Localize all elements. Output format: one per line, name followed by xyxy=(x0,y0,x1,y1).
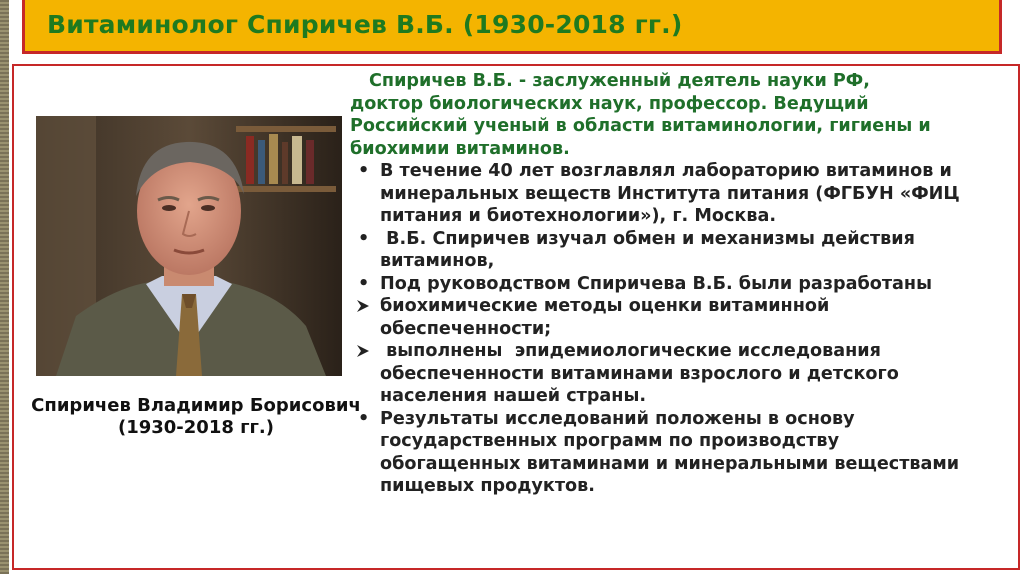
bullet-marker: • xyxy=(358,161,370,181)
list-item xyxy=(350,228,1010,273)
list-item-line: витаминов, xyxy=(380,251,495,271)
bullet-marker: • xyxy=(358,228,370,249)
list-item-line: Под руководством Спиричева В.Б. были разработаны xyxy=(380,273,932,294)
title-bar xyxy=(22,0,1002,54)
list-item xyxy=(350,340,1010,408)
portrait-photo xyxy=(36,116,342,376)
intro-line: биохимии витаминов. xyxy=(350,138,570,159)
list-item-line: Результаты исследований положены в основу xyxy=(380,408,855,429)
intro-line: доктор биологических наук, профессор. Ведущий xyxy=(350,93,869,114)
list-item-line: обогащенных витаминами и минеральными веществами xyxy=(380,453,960,474)
list-item-line: питания и биотехнологии»), г. Москва. xyxy=(380,206,777,226)
intro-line: Спиричев В.Б. - заслуженный деятель науки РФ, xyxy=(369,71,870,91)
list-item-line: выполнены эпидемиологические исследования xyxy=(380,341,881,361)
list-item-line: биохимические методы оценки витаминной xyxy=(380,296,830,316)
bullet-marker: • xyxy=(358,273,370,294)
photo-caption xyxy=(22,395,370,439)
list-item-line: государственных программ по производству xyxy=(380,431,840,451)
intro-paragraph xyxy=(350,70,1010,160)
page-title: Витаминолог Спиричев В.Б. (1930-2018 гг.) xyxy=(47,10,683,39)
list-item xyxy=(350,295,1010,340)
left-decorative-stripe xyxy=(0,0,9,574)
list-item-line: обеспеченности витаминами взрослого и детского xyxy=(380,363,899,384)
biography-text xyxy=(350,70,1010,498)
caption-years: (1930-2018 гг.) xyxy=(117,417,275,438)
list-item-line: населения нашей страны. xyxy=(380,386,647,406)
list-item-line: пищевых продуктов. xyxy=(380,476,595,496)
list-item-line: В течение 40 лет возглавлял лабораторию витаминов и xyxy=(380,161,952,181)
list-item xyxy=(350,408,1010,498)
arrow-bullet-icon xyxy=(356,344,370,358)
intro-line: Российский ученый в области витаминологии, гигиены и xyxy=(350,116,931,136)
bullet-marker: • xyxy=(358,408,370,429)
list-item-line: В.Б. Спиричев изучал обмен и механизмы действия xyxy=(380,228,915,249)
list-item xyxy=(350,160,1010,228)
portrait-image xyxy=(36,116,342,376)
caption-name: Спиричев Владимир Борисович xyxy=(31,395,361,416)
list-item-line: минеральных веществ Института питания (ФГБУН «ФИЦ xyxy=(380,183,960,204)
arrow-bullet-icon xyxy=(356,299,370,313)
list-item-line: обеспеченности; xyxy=(380,318,552,339)
list-item xyxy=(350,273,1010,296)
